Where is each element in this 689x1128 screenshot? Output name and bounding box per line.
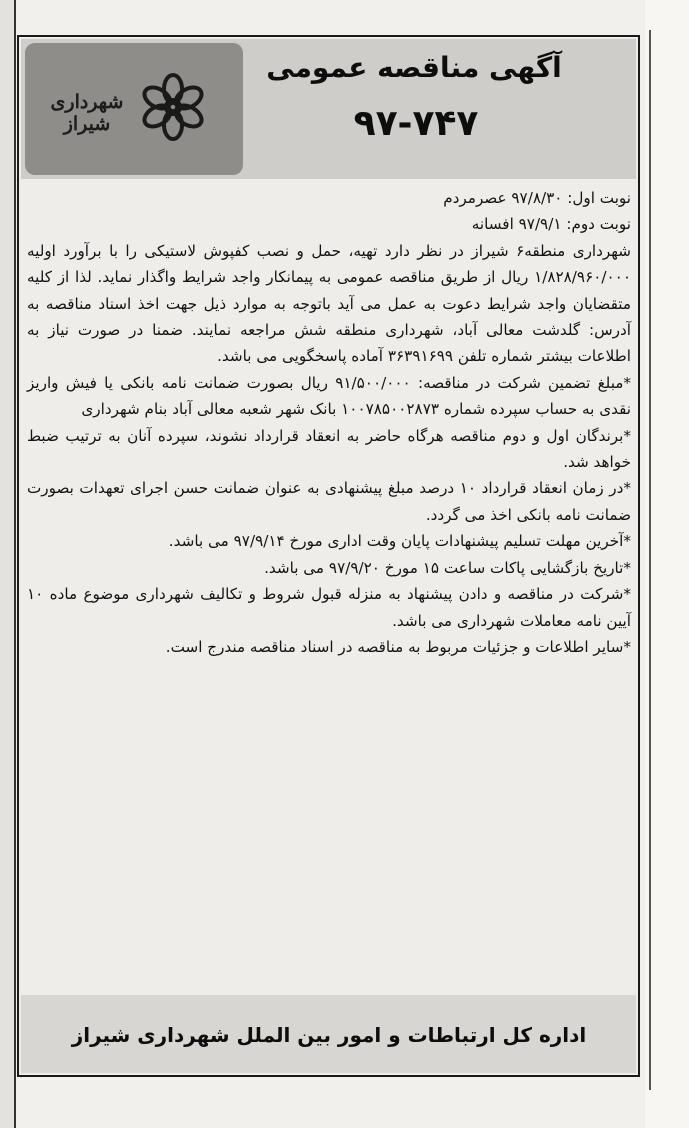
paragraph-other-info: *سایر اطلاعات و جزئیات مربوط به مناقصه در اسناد مناقصه مندرج است. xyxy=(165,637,631,656)
notice-title: آگهی مناقصه عمومی xyxy=(266,51,562,84)
paragraph-deadline: *آخرین مهلت تسلیم پیشنهادات پایان وقت اداری مورخ ۹۷/۹/۱۴ می باشد. xyxy=(168,532,631,551)
notice-number: ۹۷-۷۴۷ xyxy=(353,103,479,144)
paragraph-performance-bond: *در زمان انعقاد قرارداد ۱۰ درصد مبلغ پیشنهادی به عنوان ضمانت حسن اجرای تعهدات بصورت ضمانت نامه بانکی اخذ می گردد. xyxy=(27,479,631,524)
footer-signature: اداره کل ارتباطات و امور بین الملل شهرداری شیراز xyxy=(71,1023,587,1047)
schedule-first: نوبت اول: ۹۷/۸/۳۰ عصرمردم xyxy=(443,189,631,207)
notice-header xyxy=(21,39,636,179)
paragraph-conditions: *شرکت در مناقصه و دادن پیشنهاد به منزله قبول شروط و تکالیف شهرداری موضوع ماده ۱۰ آیین نامه معاملات شهرداری می باشد. xyxy=(27,585,631,630)
tender-notice xyxy=(17,35,640,1077)
paragraph-intro: شهرداری منطقه۶ شیراز در نظر دارد تهیه، حمل و نصب کفپوش لاستیکی را با برآورد اولیه ۱/۸۲۸/۹۶۰/۰۰۰ ریال از طریق مناقصه عمومی به پیمانکار واجد شرایط واگذار نماید. لذا از کلیه متقضایان واجد شرایط دعوت به عمل می آید باتوجه به موارد ذیل جهت اخذ اسناد مناقصه به آدرس: گلدشت معالی آباد، شهرداری منطقه شش مراجعه نمایند. ضمنا در صورت نیاز به اطلاعات بیشتر شماره تلفن ۳۶۳۹۱۶۹۹ آماده پاسخگویی می باشد. xyxy=(27,241,632,366)
logo-text: شهرداری شیراز xyxy=(50,91,124,135)
schedule-second: نوبت دوم: ۹۷/۹/۱ افسانه xyxy=(471,215,631,234)
paragraph-guarantee: *مبلغ تضمین شرکت در مناقصه: ۹۱/۵۰۰/۰۰۰ ریال بصورت ضمانت نامه بانکی یا فیش واریز نقدی به حساب سپرده شماره ۱۰۰۷۸۵۰۰۲۸۷۳ بانک شهر شعبه معالی آباد بنام شهرداری xyxy=(27,373,632,419)
column-rule xyxy=(649,30,651,1090)
notice-body xyxy=(27,185,631,660)
paragraph-opening-date: *تاریخ بازگشایی پاکات ساعت ۱۵ مورخ ۹۷/۹/۲۰ می باشد. xyxy=(264,558,631,577)
logo-box xyxy=(25,43,243,175)
paragraph-winners: *برندگان اول و دوم مناقصه هرگاه حاضر به انعقاد قرارداد نشوند، سپرده آنان به ترتیب ضبط خواهد شد. xyxy=(27,426,631,472)
scan-edge-left xyxy=(0,0,16,1128)
scan-edge-right xyxy=(645,0,689,1128)
footer-band xyxy=(21,995,636,1073)
flower-logo-icon xyxy=(137,71,209,143)
